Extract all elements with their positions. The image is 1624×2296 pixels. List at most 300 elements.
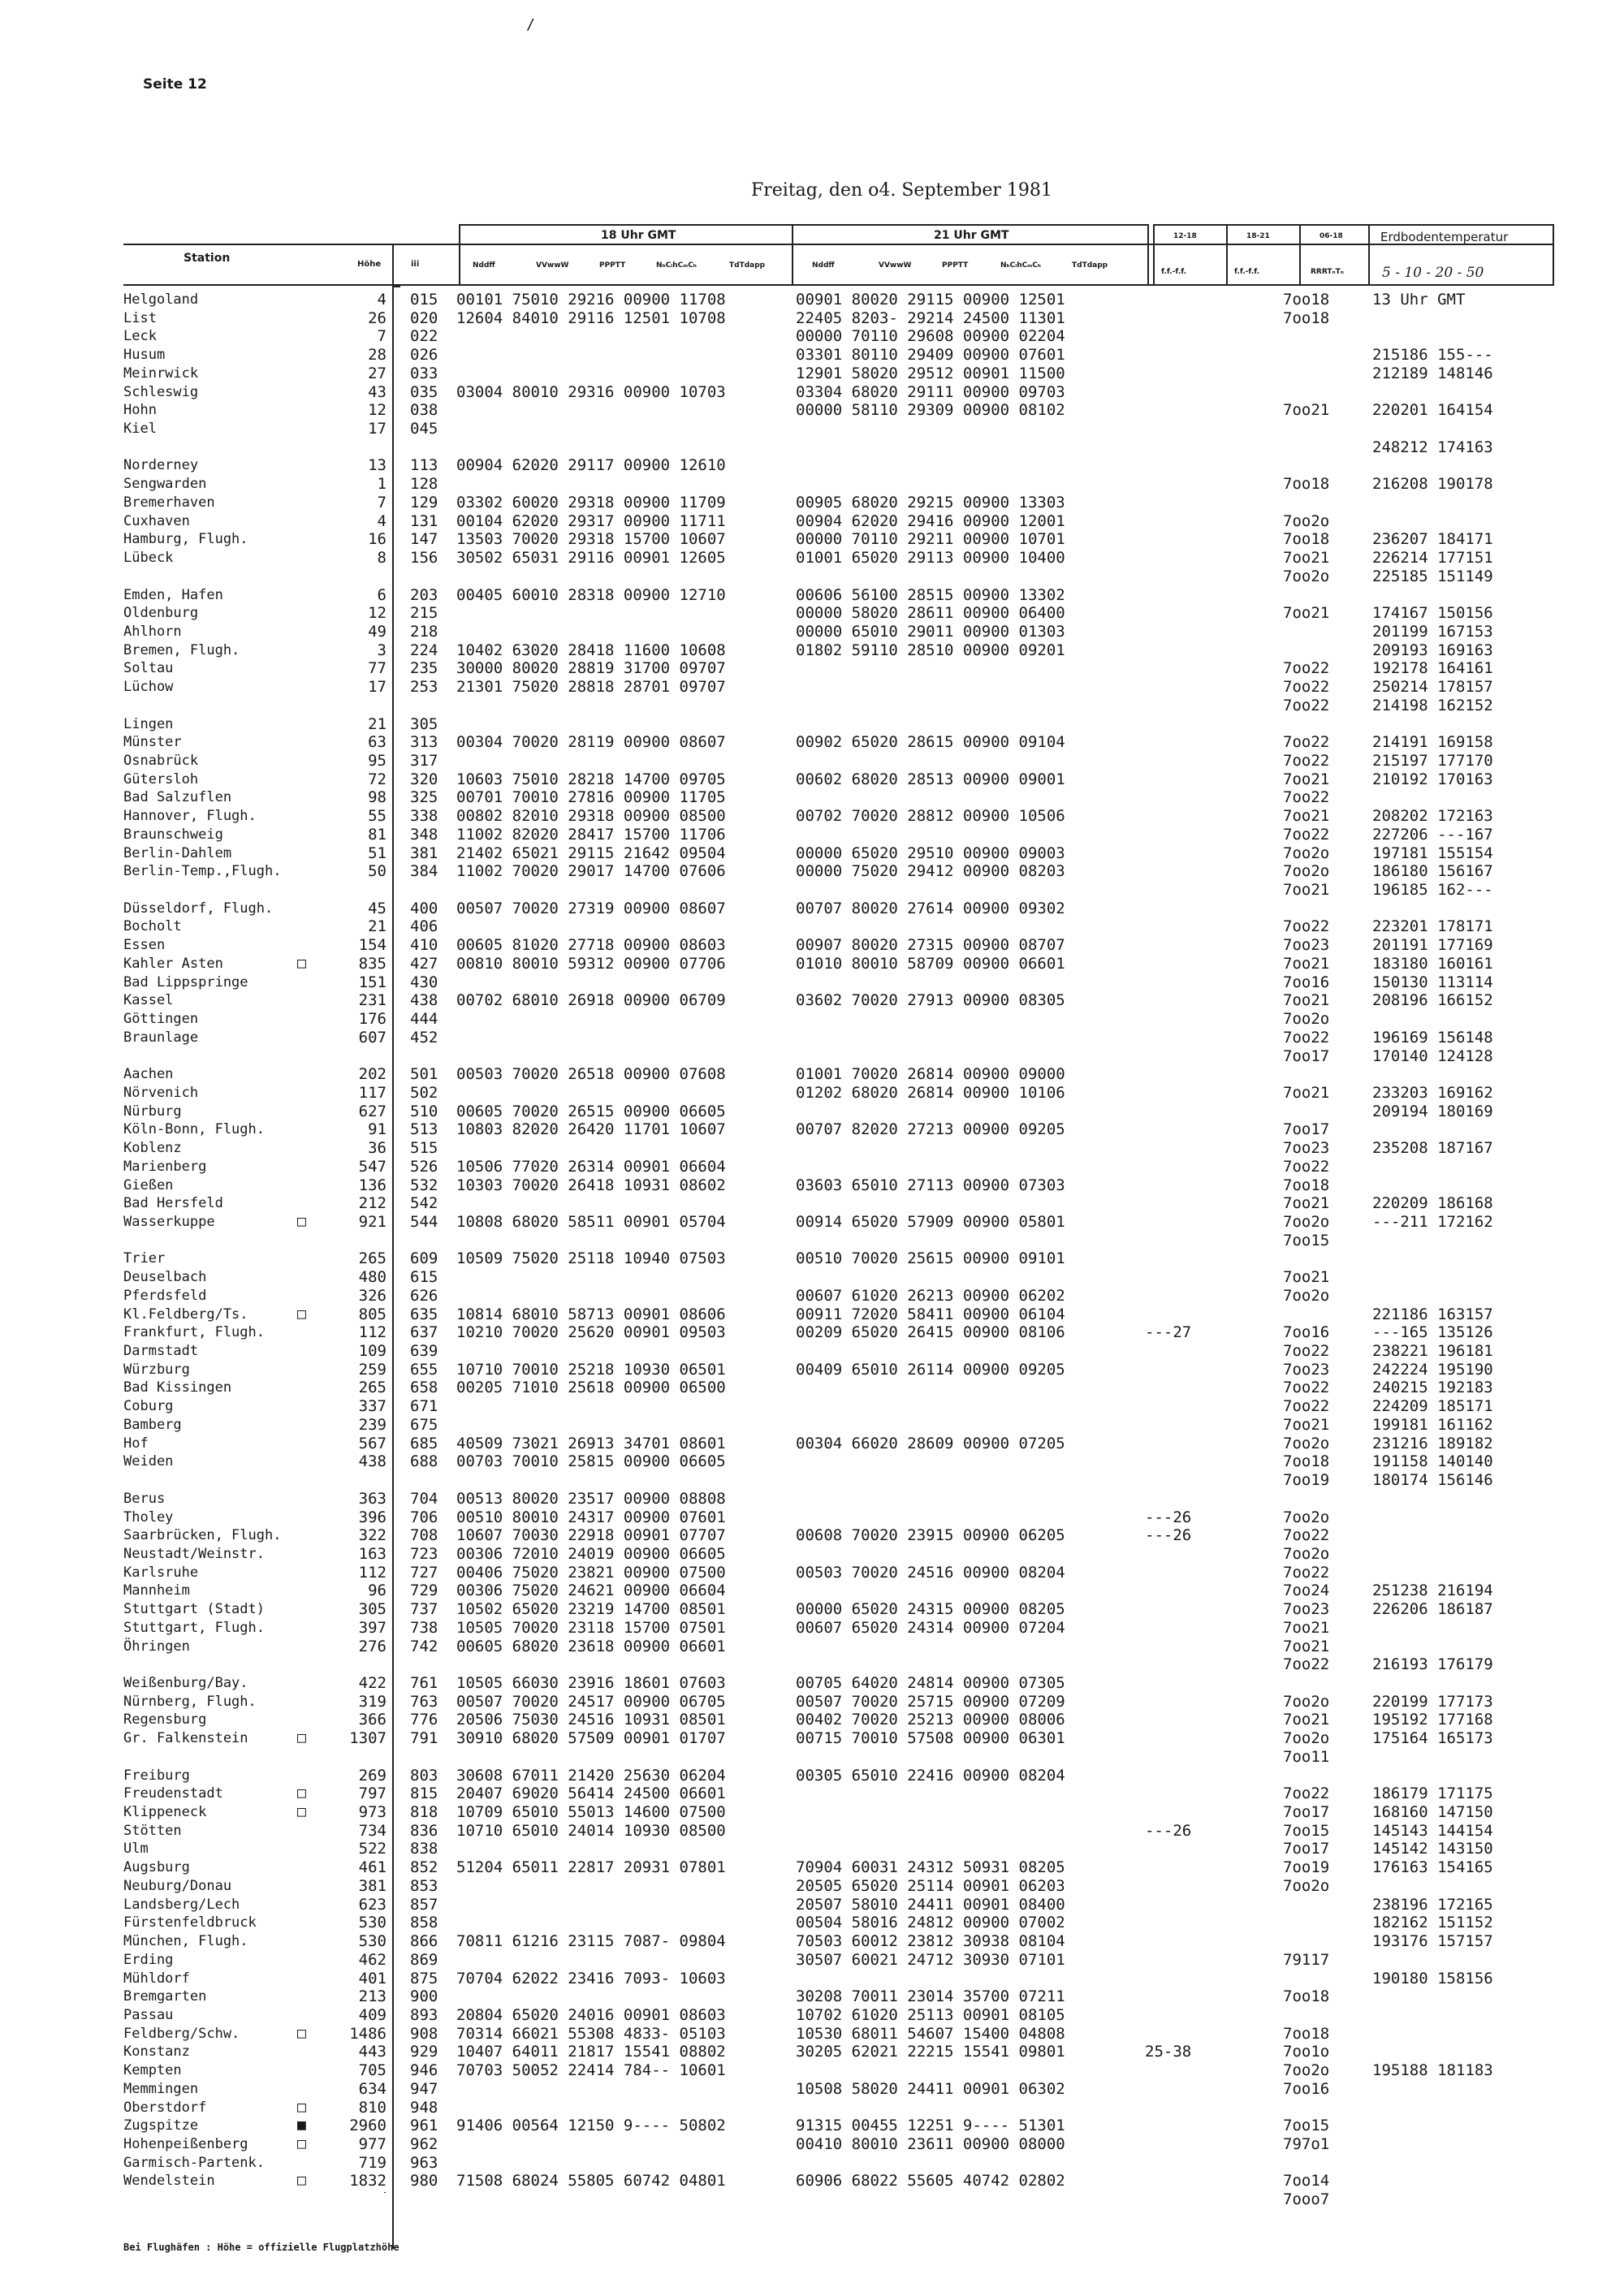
station-name: Weiden <box>123 1453 174 1470</box>
obs-21-gmt: 00902 65020 28615 00900 09104 <box>796 733 1065 752</box>
station-height: 81 <box>368 825 387 844</box>
station-id: 836 <box>410 1821 438 1840</box>
soil-temperature: 209193 169163 <box>1372 641 1493 659</box>
obs-18-gmt: 20407 69020 56414 24500 06601 <box>456 1785 726 1803</box>
precip-06-18: 7oo22 <box>1283 1526 1330 1545</box>
station-name: Wendelstein <box>123 2173 215 2190</box>
station-name: München, Flugh. <box>123 1933 248 1950</box>
station-name: Wasserkuppe <box>123 1214 215 1230</box>
obs-18-gmt: 11002 82020 28417 15700 11706 <box>456 825 726 844</box>
station-id: 815 <box>410 1785 438 1803</box>
obs-21-gmt: 22405 8203- 29214 24500 11301 <box>796 309 1065 327</box>
station-height: 461 <box>358 1858 387 1877</box>
station-name: Augsburg <box>123 1859 190 1876</box>
station-id: 626 <box>410 1286 438 1305</box>
station-id: 035 <box>410 382 438 401</box>
obs-18-gmt: 10505 66030 23916 18601 07603 <box>456 1674 726 1692</box>
table-row <box>0 1139 1583 1157</box>
precip-06-18: 7oo22 <box>1283 825 1330 844</box>
table-row <box>0 1065 1583 1083</box>
station-name: Nürnberg, Flugh. <box>123 1693 257 1710</box>
station-height: 623 <box>358 1895 387 1914</box>
table-row <box>0 1970 1583 1987</box>
sub-header: NₕCₗhCₘCₕ <box>1000 261 1041 270</box>
station-height: 95 <box>368 752 387 770</box>
soil-temperature: 175164 165173 <box>1372 1729 1493 1748</box>
precip-06-18: 7oo2o <box>1283 1213 1330 1231</box>
obs-21-gmt: 01802 59110 28510 00900 09201 <box>796 641 1065 659</box>
table-row <box>0 2117 1583 2134</box>
period-12-18: ---27 <box>1145 1323 1192 1342</box>
station-id: 033 <box>410 364 438 382</box>
station-id: 761 <box>410 1674 438 1692</box>
table-row <box>0 678 1583 696</box>
station-height: 480 <box>358 1268 387 1287</box>
table-row <box>0 1176 1583 1194</box>
precip-06-18: 7oo2o <box>1283 1508 1330 1526</box>
precip-06-18: 7oo2o <box>1283 1434 1330 1452</box>
soil-temperature: 182162 151152 <box>1372 1914 1493 1932</box>
station-id: 305 <box>410 714 438 733</box>
station-id: 113 <box>410 456 438 475</box>
station-id: 020 <box>410 309 438 327</box>
station-name: Neustadt/Weinstr. <box>123 1545 265 1562</box>
station-id: 869 <box>410 1950 438 1969</box>
soil-temperature: 168160 147150 <box>1372 1803 1493 1822</box>
station-id: 224 <box>410 641 438 659</box>
station-id: 900 <box>410 1987 438 2006</box>
soil-temperature: 183180 160161 <box>1372 954 1493 973</box>
obs-18-gmt: 70314 66021 55308 4833- 05103 <box>456 2024 726 2043</box>
table-row <box>0 1526 1583 1544</box>
stray-mark: / <box>526 16 535 33</box>
station-name: Nörvenich <box>123 1084 199 1101</box>
soil-temperature: 220201 164154 <box>1372 401 1493 420</box>
station-id: 637 <box>410 1323 438 1342</box>
station-name: Lüchow <box>123 679 174 696</box>
station-id: 253 <box>410 678 438 697</box>
precip-06-18: 7oo22 <box>1283 788 1330 807</box>
precip-06-18: 7oo16 <box>1283 1323 1330 1342</box>
obs-21-gmt: 00000 58110 29309 00900 08102 <box>796 401 1065 420</box>
obs-18-gmt: 10808 68020 58511 00901 05704 <box>456 1213 726 1231</box>
precip-06-18: 7oo16 <box>1283 973 1330 991</box>
precip-06-18: 7oo18 <box>1283 530 1330 549</box>
obs-21-gmt: 03602 70020 27913 00900 08305 <box>796 991 1065 1010</box>
table-row <box>0 1379 1583 1396</box>
station-name: Leck <box>123 328 157 345</box>
station-marker: □ <box>297 1213 306 1230</box>
table-row <box>0 1232 1583 1249</box>
station-id: 147 <box>410 530 438 549</box>
table-row <box>0 1361 1583 1379</box>
table-row <box>0 936 1583 954</box>
station-id: 515 <box>410 1139 438 1158</box>
precip-06-18: 7oo22 <box>1283 1397 1330 1416</box>
table-row <box>0 1582 1583 1599</box>
station-id: 908 <box>410 2024 438 2043</box>
station-height: 28 <box>368 346 387 365</box>
station-height: 719 <box>358 2153 387 2172</box>
precip-06-18: 7oo16 <box>1283 2079 1330 2098</box>
precip-06-18: 7oo24 <box>1283 1582 1330 1600</box>
obs-18-gmt: 30502 65031 29116 00901 12605 <box>456 549 726 568</box>
station-height: 21 <box>368 917 387 936</box>
precip-06-18: 7oo14 <box>1283 2172 1330 2190</box>
station-name: Tholey <box>123 1508 174 1526</box>
obs-18-gmt: 10502 65020 23219 14700 08501 <box>456 1600 726 1619</box>
sub-header: PPPTT <box>942 261 969 270</box>
table-row <box>0 1213 1583 1231</box>
soil-temperature: 201199 167153 <box>1372 622 1493 641</box>
obs-18-gmt: 40509 73021 26913 34701 08601 <box>456 1434 726 1452</box>
station-name: Soltau <box>123 660 174 677</box>
station-name: Klippeneck <box>123 1804 207 1821</box>
station-id: 742 <box>410 1637 438 1655</box>
station-header: Station <box>184 252 231 265</box>
table-row <box>0 1858 1583 1876</box>
obs-21-gmt: 10702 61020 25113 00901 08105 <box>796 2005 1065 2024</box>
table-row <box>0 1785 1583 1802</box>
station-id: 838 <box>410 1840 438 1858</box>
soil-temperature: ---165 135126 <box>1372 1323 1493 1342</box>
station-name: Hamburg, Flugh. <box>123 531 248 548</box>
table-row <box>0 604 1583 622</box>
obs-18-gmt: 10407 64011 21817 15541 08802 <box>456 2043 726 2061</box>
obs-21-gmt: 70904 60031 24312 50931 08205 <box>796 1858 1065 1877</box>
station-name: Berlin-Dahlem <box>123 844 232 861</box>
station-name: List <box>123 309 157 326</box>
station-height: 973 <box>358 1803 387 1822</box>
table-row <box>0 1803 1583 1821</box>
station-name: Hohenpeißenberg <box>123 2136 248 2152</box>
obs-18-gmt: 00513 80020 23517 00900 08808 <box>456 1489 726 1508</box>
station-id: 156 <box>410 549 438 568</box>
table-row <box>0 1729 1583 1747</box>
station-height: 21 <box>368 714 387 733</box>
table-row <box>0 697 1583 714</box>
precip-06-18: 7oo21 <box>1283 1415 1330 1434</box>
station-height: 705 <box>358 2061 387 2080</box>
obs-18-gmt: 00904 62020 29117 00900 12610 <box>456 456 726 475</box>
obs-18-gmt: 21301 75020 28818 28701 09707 <box>456 678 726 697</box>
station-id: 022 <box>410 327 438 346</box>
station-height: 12 <box>368 604 387 623</box>
obs-18-gmt: 10303 70020 26418 10931 08602 <box>456 1176 726 1194</box>
station-height: 810 <box>358 2098 387 2117</box>
soil-temperature: 214191 169158 <box>1372 733 1493 752</box>
station-id: 384 <box>410 862 438 881</box>
precip-06-18: 7oo21 <box>1283 807 1330 826</box>
precip-06-18: 7oo22 <box>1283 696 1330 714</box>
station-name: Lingen <box>123 715 174 732</box>
sub-header: TdTdapp <box>1072 261 1108 270</box>
obs-18-gmt: 00405 60010 28318 00900 12710 <box>456 585 726 604</box>
station-height: 112 <box>358 1563 387 1582</box>
station-name: Kassel <box>123 992 174 1009</box>
period-12-18: 25-38 <box>1145 2043 1192 2061</box>
station-name: Marienberg <box>123 1158 207 1175</box>
table-row <box>0 1600 1583 1618</box>
station-name: Bad Kissingen <box>123 1379 232 1396</box>
station-name: Osnabrück <box>123 753 199 769</box>
station-name: Düsseldorf, Flugh. <box>123 900 274 917</box>
obs-18-gmt: 10509 75020 25118 10940 07503 <box>456 1249 726 1268</box>
station-height: 530 <box>358 1932 387 1951</box>
obs-18-gmt: 00703 70010 25815 00900 06605 <box>456 1452 726 1471</box>
table-row <box>0 1047 1583 1065</box>
station-id: 946 <box>410 2061 438 2080</box>
height-header: Höhe <box>357 260 382 269</box>
table-row <box>0 1564 1583 1582</box>
precip-06-18: 7oo21 <box>1283 604 1330 623</box>
soil-temperature: 216208 190178 <box>1372 475 1493 494</box>
station-id: 763 <box>410 1692 438 1711</box>
table-row <box>0 1268 1583 1286</box>
obs-18-gmt: 00605 70020 26515 00900 06605 <box>456 1102 726 1120</box>
station-name: Gr. Falkenstein <box>123 1730 248 1747</box>
obs-18-gmt: 70703 50052 22414 784-- 10601 <box>456 2061 726 2080</box>
station-id: 776 <box>410 1711 438 1729</box>
station-height: 634 <box>358 2079 387 2098</box>
table-row <box>0 2043 1583 2061</box>
table-row <box>0 1619 1583 1637</box>
station-id: 635 <box>410 1305 438 1323</box>
obs-21-gmt: 00702 70020 28812 00900 10506 <box>796 807 1065 826</box>
table-row <box>0 2135 1583 2153</box>
soil-depth-header: 5 - 10 - 20 - 50 <box>1382 265 1484 281</box>
station-height: 734 <box>358 1821 387 1840</box>
table-row <box>0 549 1583 567</box>
station-name: Hannover, Flugh. <box>123 808 257 825</box>
table-row <box>0 494 1583 511</box>
station-id: 532 <box>410 1176 438 1194</box>
station-name: Würzburg <box>123 1361 190 1378</box>
obs-18-gmt: 00205 71010 25618 00900 06500 <box>456 1379 726 1397</box>
obs-21-gmt: 00000 70110 29608 00900 02204 <box>796 327 1065 346</box>
precip-06-18: 7oo1o <box>1283 2043 1330 2061</box>
report-date: Freitag, den o4. September 1981 <box>751 180 1052 201</box>
station-name: Helgoland <box>123 291 199 308</box>
station-name: Bocholt <box>123 918 182 935</box>
station-height: 835 <box>358 954 387 973</box>
station-id: 853 <box>410 1876 438 1895</box>
station-name: Bad Hersfeld <box>123 1195 223 1212</box>
table-row <box>0 1987 1583 2005</box>
station-id: 203 <box>410 585 438 604</box>
station-name: Coburg <box>123 1398 174 1415</box>
precip-06-18: 7oo23 <box>1283 1360 1330 1379</box>
obs-21-gmt: 00507 70020 25715 00900 07209 <box>796 1692 1065 1711</box>
station-height: 319 <box>358 1692 387 1711</box>
table-row <box>0 2025 1583 2043</box>
station-id: 313 <box>410 733 438 752</box>
station-height: 4 <box>377 291 387 309</box>
station-id: 038 <box>410 401 438 420</box>
station-id: 655 <box>410 1360 438 1379</box>
obs-18-gmt: 00503 70020 26518 00900 07608 <box>456 1065 726 1084</box>
station-height: 13 <box>368 456 387 475</box>
sub-header: Nddff <box>812 261 835 270</box>
station-height: 213 <box>358 1987 387 2006</box>
obs-18-gmt: 70704 62022 23416 7093- 10603 <box>456 1969 726 1987</box>
station-name: Mühldorf <box>123 1970 190 1987</box>
precip-06-18: 7oo22 <box>1283 1563 1330 1582</box>
precip-06-18: 7oo15 <box>1283 1231 1330 1249</box>
station-id: 427 <box>410 954 438 973</box>
period-header: 12-18 <box>1173 232 1197 240</box>
precip-06-18: 7oo2o <box>1283 1010 1330 1029</box>
precip-06-18: 7oo21 <box>1283 881 1330 900</box>
table-row <box>0 1877 1583 1895</box>
station-height: 337 <box>358 1397 387 1416</box>
station-name: Mannheim <box>123 1582 190 1599</box>
table-row <box>0 807 1583 825</box>
soil-temperature: 226214 177151 <box>1372 549 1493 568</box>
obs-21-gmt: 00607 61020 26213 00900 06202 <box>796 1286 1065 1305</box>
table-row <box>0 1914 1583 1931</box>
obs-21-gmt: 00410 80010 23611 00900 08000 <box>796 2135 1065 2153</box>
table-row <box>0 1508 1583 1526</box>
precip-06-18: 7oo17 <box>1283 1840 1330 1858</box>
station-name: Aachen <box>123 1066 174 1083</box>
soil-temperature: 215186 155--- <box>1372 346 1493 365</box>
station-height: 438 <box>358 1452 387 1471</box>
station-id: 235 <box>410 659 438 678</box>
obs-18-gmt: 00104 62020 29317 00900 11711 <box>456 511 726 530</box>
obs-18-gmt: 10506 77020 26314 00901 06604 <box>456 1157 726 1176</box>
precip-06-18: 7oo22 <box>1283 1342 1330 1361</box>
station-height: 1832 <box>349 2172 387 2190</box>
table-row <box>0 327 1583 345</box>
table-row <box>0 2172 1583 2190</box>
station-height: 366 <box>358 1711 387 1729</box>
station-id: 026 <box>410 346 438 365</box>
station-name: Landsberg/Lech <box>123 1896 240 1913</box>
table-row <box>0 1655 1583 1673</box>
obs-18-gmt: 10402 63020 28418 11600 10608 <box>456 641 726 659</box>
station-height: 921 <box>358 1213 387 1231</box>
period-header: 06-18 <box>1320 232 1343 240</box>
precip-06-18: 7oo21 <box>1283 401 1330 420</box>
station-id: 510 <box>410 1102 438 1120</box>
table-row <box>0 346 1583 364</box>
station-name: Essen <box>123 937 166 954</box>
station-height: 239 <box>358 1415 387 1434</box>
obs-21-gmt: 91315 00455 12251 9---- 51301 <box>796 2117 1065 2135</box>
obs-21-gmt: 60906 68022 55605 40742 02802 <box>796 2172 1065 2190</box>
station-id: 430 <box>410 973 438 991</box>
table-row <box>0 1010 1583 1028</box>
table-row <box>0 568 1583 585</box>
station-name: Schleswig <box>123 383 199 400</box>
soil-temperature: 180174 156146 <box>1372 1471 1493 1490</box>
table-row <box>0 1029 1583 1047</box>
obs-21-gmt: 03304 68020 29111 00900 09703 <box>796 382 1065 401</box>
table-row <box>0 733 1583 751</box>
station-id: 727 <box>410 1563 438 1582</box>
obs-21-gmt: 01001 70020 26814 00900 09000 <box>796 1065 1065 1084</box>
soil-temperature: 145142 143150 <box>1372 1840 1493 1858</box>
soil-temperature: 250214 178157 <box>1372 678 1493 697</box>
station-id: 609 <box>410 1249 438 1268</box>
soil-temperature: 201191 177169 <box>1372 936 1493 955</box>
station-height: 45 <box>368 899 387 917</box>
table-row <box>0 2006 1583 2024</box>
obs-18-gmt: 00810 80010 59312 00900 07706 <box>456 954 726 973</box>
station-id: 852 <box>410 1858 438 1877</box>
precip-06-18: 7oo15 <box>1283 1821 1330 1840</box>
obs-18-gmt: 00507 70020 27319 00900 08607 <box>456 899 726 917</box>
station-id: 128 <box>410 475 438 494</box>
obs-21-gmt: 30205 62021 22215 15541 09801 <box>796 2043 1065 2061</box>
station-id: 791 <box>410 1729 438 1748</box>
obs-18-gmt: 70811 61216 23115 7087- 09804 <box>456 1932 726 1951</box>
station-id: 502 <box>410 1083 438 1102</box>
obs-21-gmt: 00000 70110 29211 00900 10701 <box>796 530 1065 549</box>
soil-temperature: 199181 161162 <box>1372 1415 1493 1434</box>
station-id: 738 <box>410 1618 438 1637</box>
obs-18-gmt: 71508 68024 55805 60742 04801 <box>456 2172 726 2190</box>
station-id: 615 <box>410 1268 438 1287</box>
station-height: 2960 <box>349 2117 387 2135</box>
station-name: Frankfurt, Flugh. <box>123 1324 265 1341</box>
period-subheader: RRRTₙTₙ <box>1311 268 1344 276</box>
soil-temperature: 186179 171175 <box>1372 1785 1493 1803</box>
period-12-18: ---26 <box>1145 1508 1192 1526</box>
station-height: 797 <box>358 1785 387 1803</box>
soil-temperature: 240215 192183 <box>1372 1379 1493 1397</box>
obs-18-gmt: 03302 60020 29318 00900 11709 <box>456 493 726 511</box>
obs-18-gmt: 00802 82010 29318 00900 08500 <box>456 807 726 826</box>
obs-21-gmt: 00608 70020 23915 00900 06205 <box>796 1526 1065 1545</box>
obs-18-gmt: 20506 75030 24516 10931 08501 <box>456 1711 726 1729</box>
soil-temperature: 235208 187167 <box>1372 1139 1493 1158</box>
station-id: 320 <box>410 770 438 788</box>
station-marker: □ <box>297 954 306 972</box>
obs-21-gmt: 00209 65020 26415 00900 08106 <box>796 1323 1065 1342</box>
obs-21-gmt: 01001 65020 29113 00900 10400 <box>796 549 1065 568</box>
station-id: 947 <box>410 2079 438 2098</box>
precip-06-18: 7oo21 <box>1283 991 1330 1010</box>
station-id: 542 <box>410 1194 438 1213</box>
station-name: Berus <box>123 1490 166 1507</box>
station-height: 176 <box>358 1010 387 1029</box>
precip-06-18: 7oo23 <box>1283 1600 1330 1619</box>
soil-temperature: 196185 162--- <box>1372 881 1493 900</box>
precip-06-18: 7oo22 <box>1283 678 1330 697</box>
station-height: 36 <box>368 1139 387 1158</box>
station-name: Neuburg/Donau <box>123 1877 232 1894</box>
table-row <box>0 1711 1583 1728</box>
station-height: 1307 <box>349 1729 387 1748</box>
station-name: Freiburg <box>123 1767 190 1784</box>
soil-temperature: 231216 189182 <box>1372 1434 1493 1452</box>
table-row <box>0 991 1583 1009</box>
station-name: Pferdsfeld <box>123 1287 207 1304</box>
soil-temperature: 220209 186168 <box>1372 1194 1493 1213</box>
station-name: Oldenburg <box>123 605 199 622</box>
station-id: 704 <box>410 1489 438 1508</box>
station-id: 963 <box>410 2153 438 2172</box>
table-row <box>0 1342 1583 1360</box>
obs-21-gmt: 00000 58020 28611 00900 06400 <box>796 604 1065 623</box>
station-height: 8 <box>377 549 387 568</box>
station-height: 151 <box>358 973 387 991</box>
station-name: Regensburg <box>123 1711 207 1728</box>
station-height: 396 <box>358 1508 387 1526</box>
obs-21-gmt: 00000 75020 29412 00900 08203 <box>796 862 1065 881</box>
